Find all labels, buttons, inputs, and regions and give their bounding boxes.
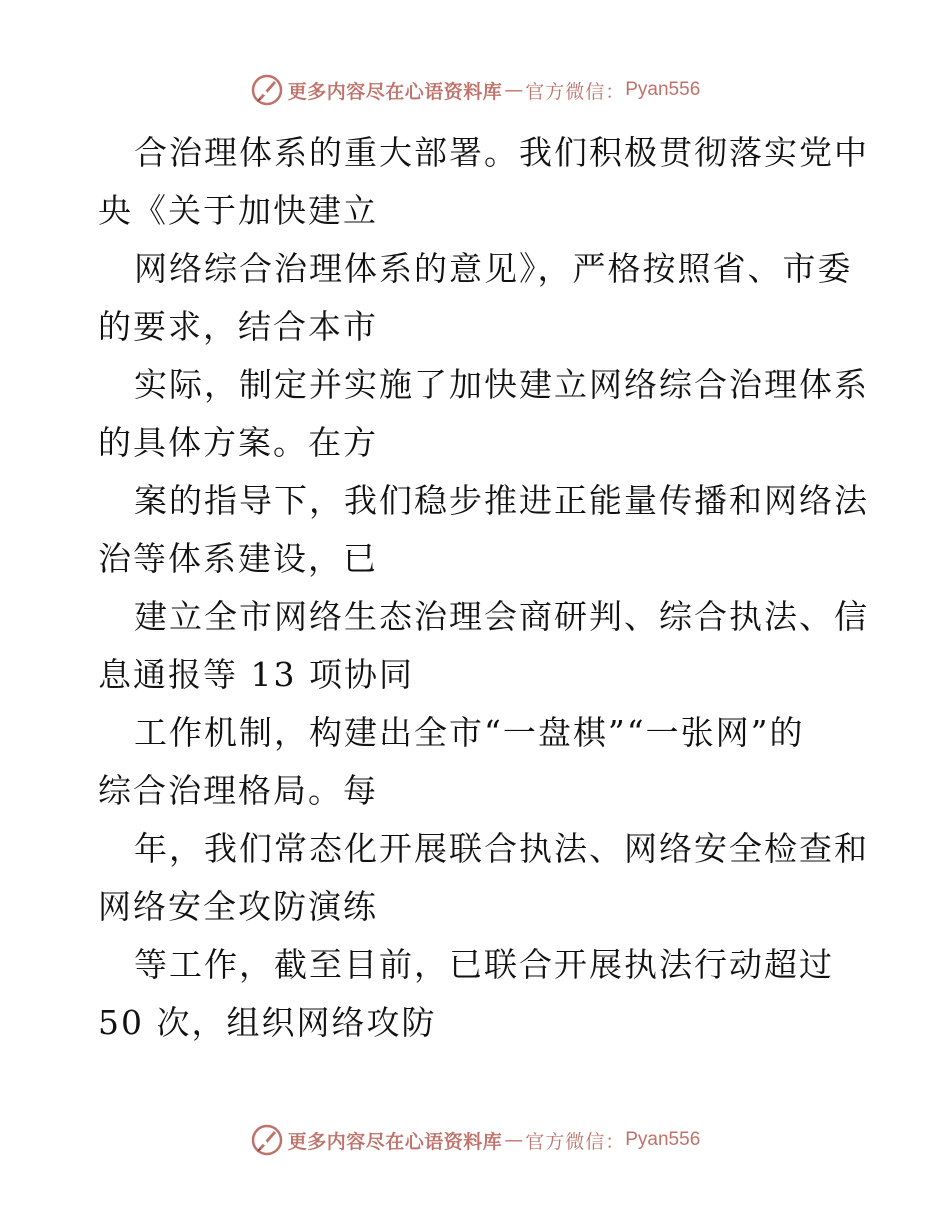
text-line: 的要求，结合本市 — [98, 307, 378, 346]
document-body — [98, 124, 869, 1052]
banner-brand-text: 更多内容尽在心语资料库 — [287, 1130, 503, 1153]
banner-separator: — — [504, 1129, 524, 1151]
header-watermark-banner — [0, 70, 950, 110]
banner-account-id: Pyan556 — [625, 79, 701, 100]
text-line: 50 次，组织网络攻防 — [98, 1003, 437, 1042]
quill-logo-icon — [250, 73, 284, 107]
text-line: 治等体系建设，已 — [98, 539, 378, 578]
text-line: 网络综合治理体系的意见》，严格按照省、市委 — [134, 249, 853, 288]
text-line: 网络安全攻防演练 — [98, 887, 378, 926]
footer-watermark-banner — [0, 1120, 950, 1160]
text-line: 的具体方案。在方 — [98, 423, 378, 462]
text-line: 工作机制，构建出全市“一盘棋”“一张网”的 — [134, 713, 805, 752]
banner-brand-text: 更多内容尽在心语资料库 — [287, 80, 503, 103]
banner-separator: — — [504, 79, 524, 101]
text-line: 年，我们常态化开展联合执法、网络安全检查和 — [134, 829, 869, 868]
text-line: 建立全市网络生态治理会商研判、综合执法、信 — [134, 597, 869, 636]
quill-logo-icon — [250, 1123, 284, 1157]
banner-wechat-label: 官方微信： — [525, 1130, 626, 1153]
text-line: 息通报等 13 项协同 — [98, 655, 414, 694]
text-line: 实际，制定并实施了加快建立网络综合治理体系 — [134, 365, 869, 404]
text-line: 央《关于加快建立 — [98, 191, 378, 230]
text-line: 综合治理格局。每 — [98, 771, 378, 810]
text-line: 合治理体系的重大部署。我们积极贯彻落实党中 — [134, 133, 869, 172]
banner-account-id: Pyan556 — [625, 1129, 701, 1150]
banner-wechat-label: 官方微信： — [525, 80, 626, 103]
text-line: 等工作，截至目前，已联合开展执法行动超过 — [134, 945, 834, 984]
text-line: 案的指导下，我们稳步推进正能量传播和网络法 — [134, 481, 869, 520]
